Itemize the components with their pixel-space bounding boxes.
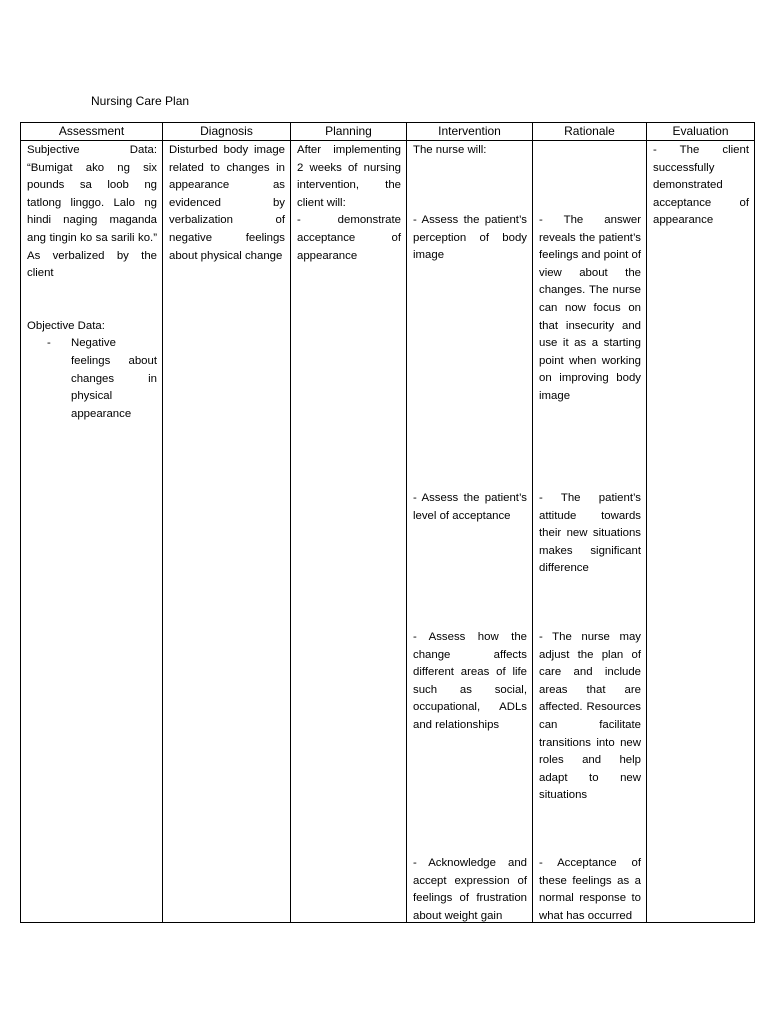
- intervention-item: - Acknowledge and accept expression of feelings of frustration about weight gain: [413, 857, 527, 922]
- diagnosis-text: Disturbed body image related to changes in appearance as evidenced by verbalization of negative feelings about physical change: [169, 144, 285, 262]
- intervention-item: - Assess the patient’s perception of body image: [413, 214, 527, 262]
- subjective-text: “Bumigat ako ng six pounds sa loob ng tatlong linggo. Lalo ng hindi naging maganda ang tingin ko sa sarili ko.” As verbalized by the client: [27, 161, 157, 280]
- intervention-cell: [407, 141, 533, 923]
- rationale-item: - The nurse may adjust the plan of care and include areas that are affected. Resources can facilitate transitions into new roles and help adapt to new situations: [539, 631, 641, 802]
- intervention-item: - Assess the patient’s level of acceptance: [413, 492, 527, 522]
- header-row: [21, 123, 755, 141]
- intervention-item: - Assess how the change affects different areas of life such as social, occupational, ADLs and relationships: [413, 631, 527, 731]
- evaluation-text: - The client successfully demonstrated acceptance of appearance: [653, 144, 749, 227]
- objective-item-text: Negative feelings about changes in physical appearance: [71, 337, 157, 420]
- planning-intro: After implementing 2 weeks of nursing intervention, the client will:: [297, 144, 401, 209]
- objective-item: - Negative feelings about changes in physical appearance: [47, 335, 157, 423]
- subjective-label: Subjective Data:: [27, 144, 157, 156]
- rationale-item: - The answer reveals the patient’s feelings and point of view about the changes. The nurse can now focus on that insecurity and use it as a starting point when working on improving body image: [539, 214, 641, 402]
- header-planning: Planning: [291, 123, 407, 141]
- header-diagnosis: Diagnosis: [163, 123, 291, 141]
- assessment-cell: [21, 141, 163, 923]
- care-plan-table: [20, 122, 755, 923]
- page-title: Nursing Care Plan: [91, 94, 190, 108]
- evaluation-cell: [647, 141, 755, 923]
- planning-goal: - demonstrate acceptance of appearance: [297, 214, 401, 262]
- planning-cell: [291, 141, 407, 923]
- header-assessment: Assessment: [21, 123, 163, 141]
- rationale-item: - Acceptance of these feelings as a normal response to what has occurred: [539, 857, 641, 922]
- header-rationale: Rationale: [533, 123, 647, 141]
- header-intervention: Intervention: [407, 123, 533, 141]
- objective-label: Objective Data:: [27, 319, 105, 332]
- rationale-cell: [533, 141, 647, 923]
- rationale-item: - The patient’s attitude towards their new situations makes significant difference: [539, 492, 641, 575]
- intervention-lead: The nurse will:: [413, 144, 487, 156]
- diagnosis-cell: [163, 141, 291, 923]
- table-row: [21, 141, 755, 923]
- subjective-data: [27, 142, 157, 283]
- header-evaluation: Evaluation: [647, 123, 755, 141]
